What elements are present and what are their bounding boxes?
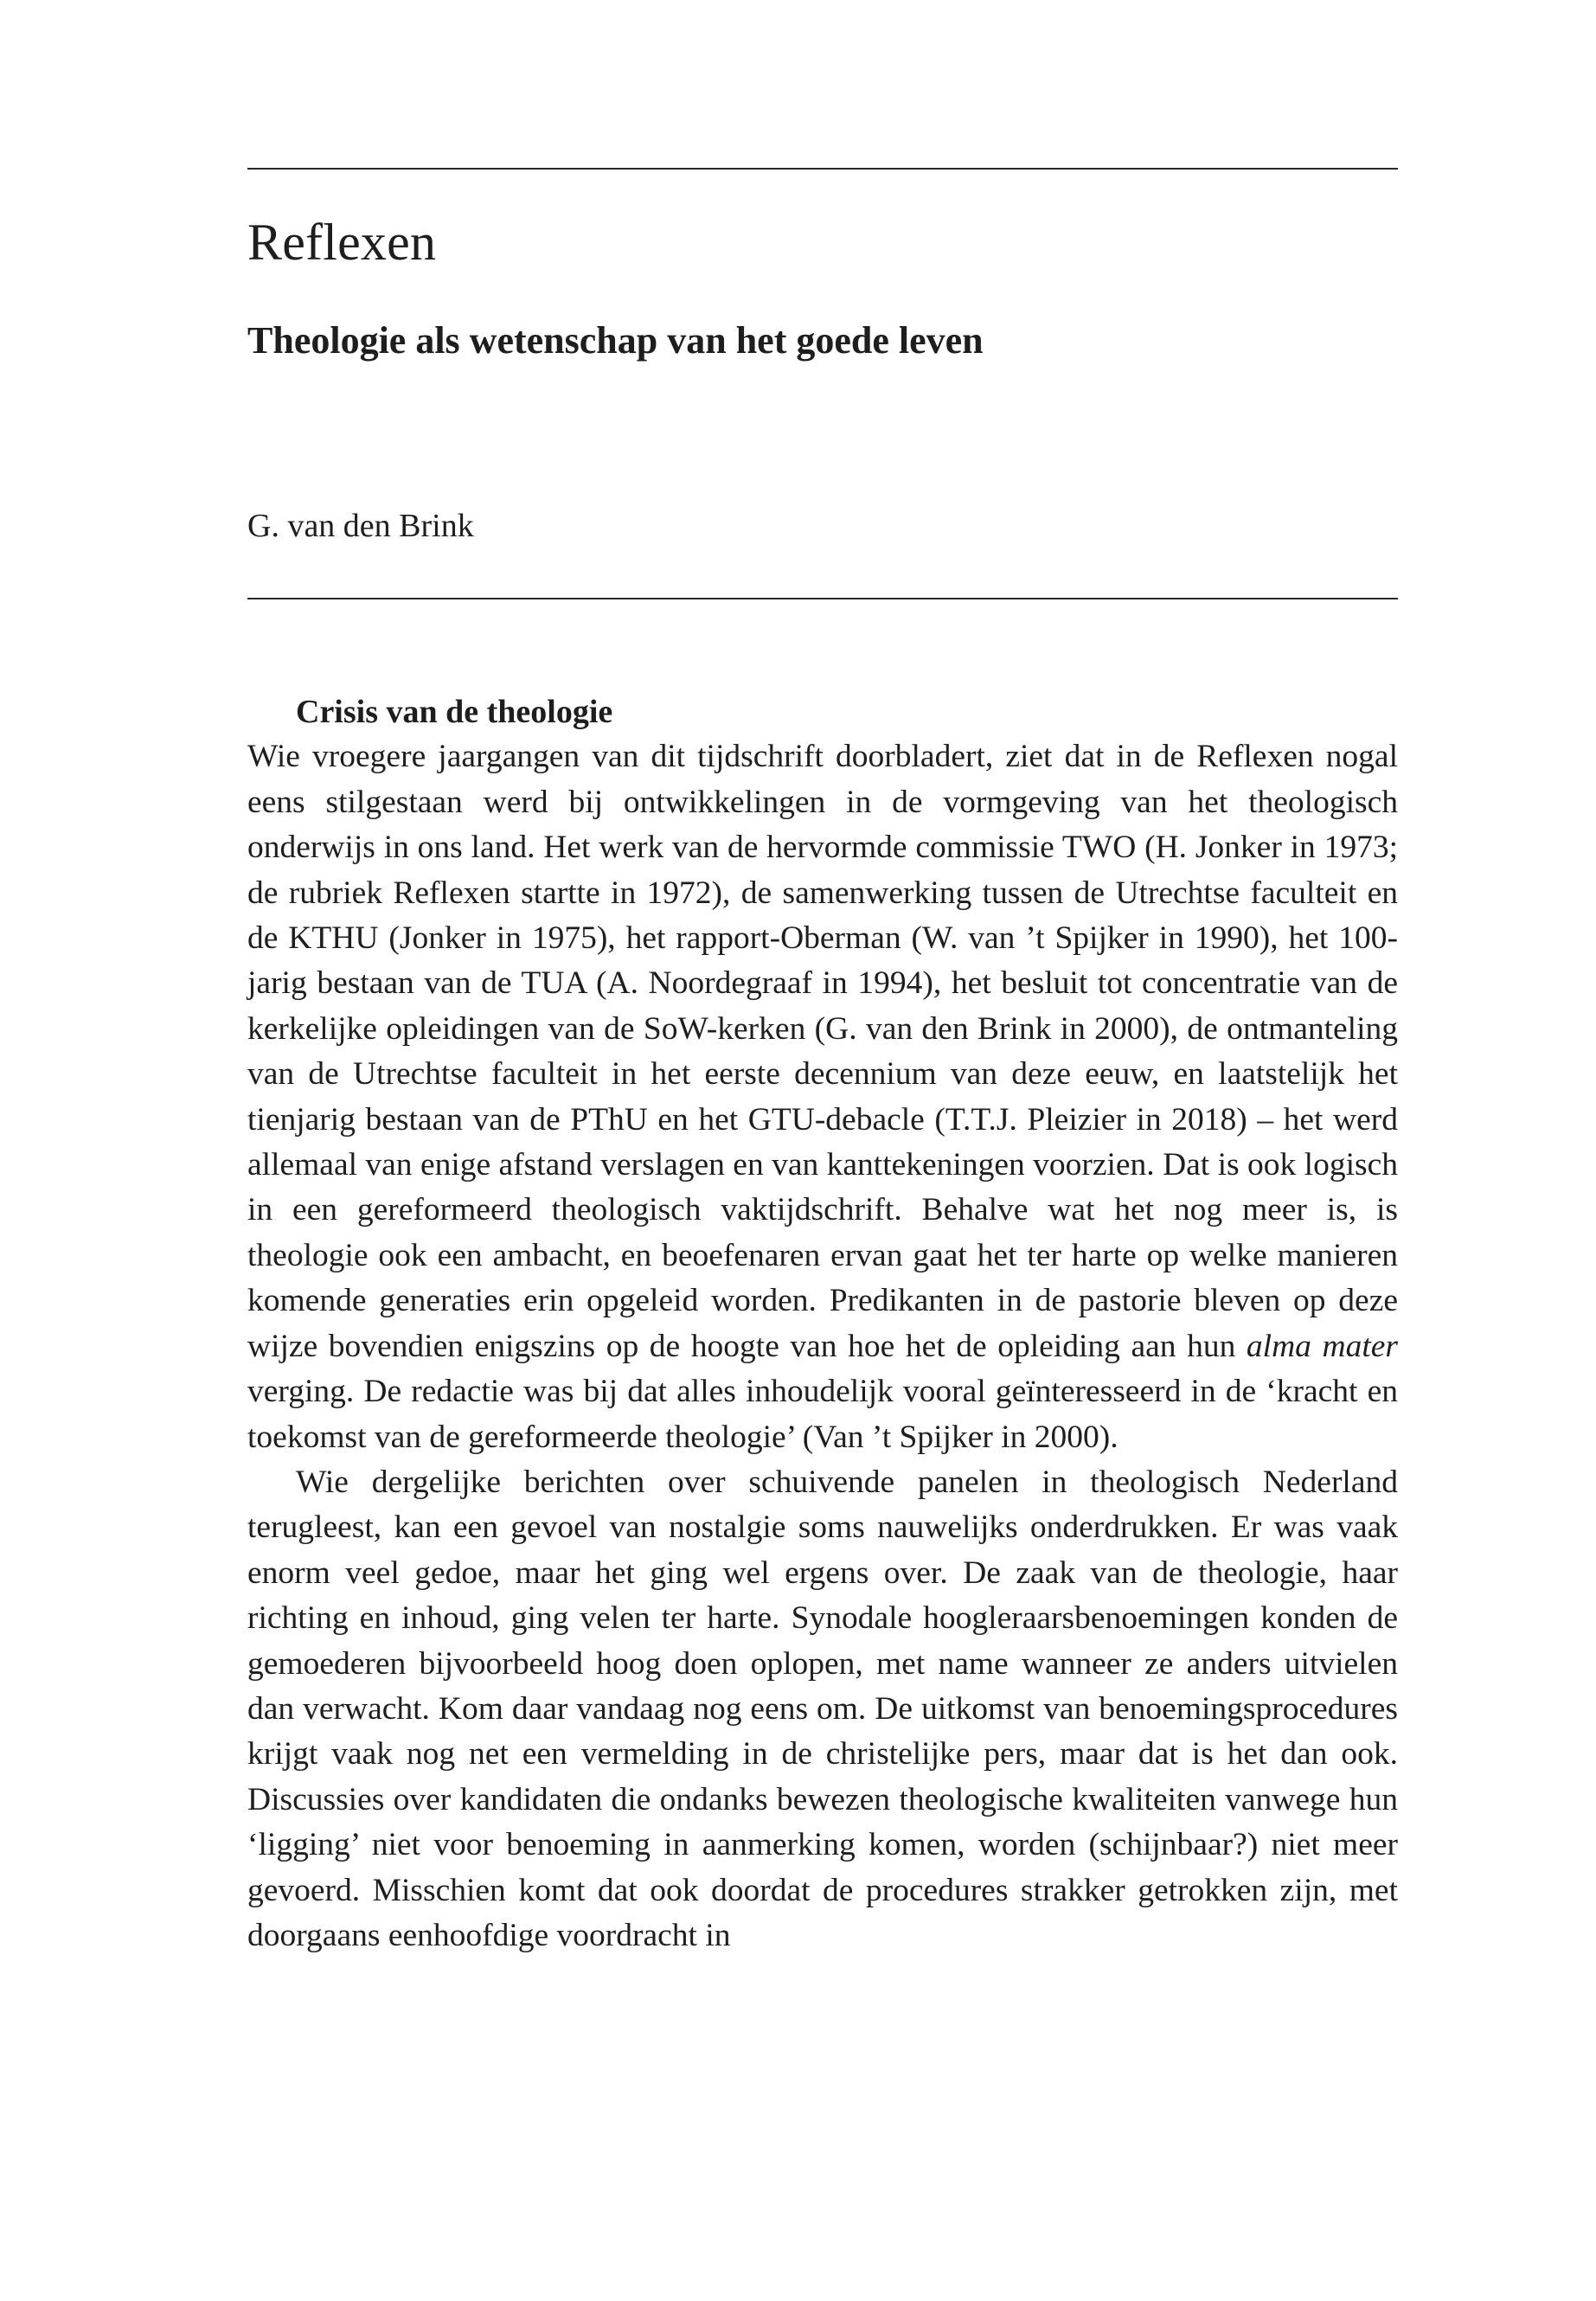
body-paragraph-1 xyxy=(247,734,1398,1460)
top-rule xyxy=(247,168,1398,170)
article-body xyxy=(247,689,1398,1958)
section-heading: Crisis van de theologie xyxy=(296,694,613,730)
header-bottom-rule xyxy=(247,598,1398,599)
article-title: Reflexen xyxy=(247,214,437,271)
italic-term: alma mater xyxy=(1246,1328,1398,1364)
author-name: G. van den Brink xyxy=(247,508,474,544)
article-subtitle: Theologie als wetenschap van het goede leven xyxy=(247,319,984,362)
paragraph-1-text-a: Wie vroegere jaargangen van dit tijdschrift doorbladert, ziet dat in de Reflexen nogal eens stilgestaan werd bij ontwikkelingen in de vormgeving van het theologisch onderwijs in ons land. Het werk van de hervormde commissie TWO (H. Jonker in 1973; de rubriek Reflexen startte in 1972), de samenwerking tussen de Utrechtse faculteit en de KTHU (Jonker in 1975), het rapport-Oberman (W. van ’t Spijker in 1990), het 100-jarig bestaan van de TUA (A. Noordegraaf in 1994), het besluit tot concentratie van de kerkelijke opleidingen van de SoW-kerken (G. van den Brink in 2000), de ontmanteling van de Utrechtse faculteit in het eerste decennium van deze eeuw, en laatstelijk het tienjarig bestaan van de PThU en het GTU-debacle (T.T.J. Pleizier in 2018) – het werd allemaal van enige afstand verslagen en van kanttekeningen voorzien. Dat is ook logisch in een gereformeerd theologisch vaktijdschrift. Behalve wat het nog meer is, is theologie ook een ambacht, en beoefenaren ervan gaat het ter harte op welke manieren komende generaties erin opgeleid worden. Predikanten in de pastorie bleven op deze wijze bovendien enigszins op de hoogte van hoe het de opleiding aan hun xyxy=(247,739,1398,1364)
body-paragraph-2: Wie dergelijke berichten over schuivende panelen in theologisch Nederland terugleest, kan een gevoel van nostalgie soms nauwelijks onderdrukken. Er was vaak enorm veel gedoe, maar het ging wel ergens over. De zaak van de theologie, haar richting en inhoud, ging velen ter harte. Synodale hoogleraarsbenoemingen konden de gemoederen bijvoorbeeld hoog doen oplopen, met name wanneer ze anders uitvielen dan verwacht. Kom daar vandaag nog eens om. De uitkomst van benoemingsprocedures krijgt vaak nog net een vermelding in de christelijke pers, maar dat is het dan ook. Discussies over kandidaten die ondanks bewezen theologische kwaliteiten vanwege hun ‘ligging’ niet voor benoeming in aanmerking komen, worden (schijnbaar?) niet meer gevoerd. Misschien komt dat ook doordat de procedures strakker getrokken zijn, met doorgaans eenhoofdige voordracht in xyxy=(247,1464,1398,1953)
document-page xyxy=(247,0,1398,2301)
paragraph-1-text-b: verging. De redactie was bij dat alles inhoudelijk vooral geïnteresseerd in de ‘kracht en toekomst van de gereformeerde theologie’ (Van ’t Spijker in 2000). xyxy=(247,1374,1398,1455)
